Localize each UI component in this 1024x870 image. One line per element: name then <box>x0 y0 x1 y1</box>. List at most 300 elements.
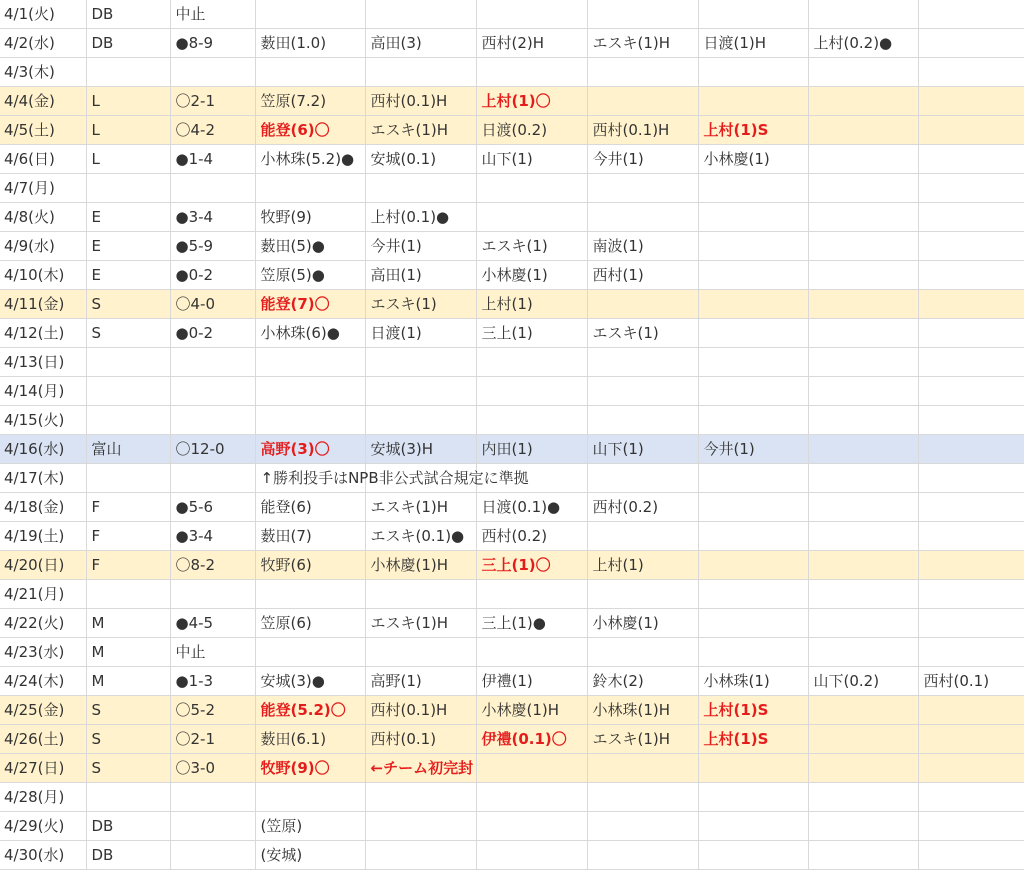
pitcher-cell-5[interactable] <box>698 783 808 812</box>
pitcher-cell-5[interactable] <box>698 232 808 261</box>
pitcher-cell-4[interactable] <box>587 638 698 667</box>
pitcher-cell-3[interactable] <box>476 638 587 667</box>
opponent-cell[interactable]: E <box>86 203 170 232</box>
pitcher-cell-7[interactable] <box>918 174 1024 203</box>
pitcher-cell-6[interactable] <box>808 812 918 841</box>
pitcher-cell-6[interactable] <box>808 580 918 609</box>
pitcher-cell-5[interactable] <box>698 812 808 841</box>
date-cell[interactable]: 4/11(金) <box>0 290 86 319</box>
pitcher-cell-3[interactable] <box>476 841 587 870</box>
opponent-cell[interactable] <box>86 464 170 493</box>
date-cell[interactable]: 4/16(水) <box>0 435 86 464</box>
pitcher-cell-2[interactable] <box>365 580 476 609</box>
pitcher-cell-4[interactable]: 鈴木(2) <box>587 667 698 696</box>
result-cell[interactable] <box>170 348 255 377</box>
pitcher-cell-2[interactable]: 西村(0.1)H <box>365 87 476 116</box>
date-cell[interactable]: 4/25(金) <box>0 696 86 725</box>
pitcher-cell-1[interactable]: 能登(6)〇 <box>255 116 365 145</box>
opponent-cell[interactable]: S <box>86 696 170 725</box>
result-cell[interactable] <box>170 580 255 609</box>
result-cell[interactable] <box>170 812 255 841</box>
pitcher-cell-1[interactable]: 小林珠(5.2)● <box>255 145 365 174</box>
pitcher-cell-1[interactable]: 小林珠(6)● <box>255 319 365 348</box>
pitcher-cell-4[interactable] <box>587 348 698 377</box>
pitcher-cell-4[interactable] <box>587 522 698 551</box>
pitcher-cell-2[interactable]: 安城(0.1) <box>365 145 476 174</box>
pitcher-cell-7[interactable] <box>918 522 1024 551</box>
pitcher-cell-2[interactable]: エスキ(1) <box>365 290 476 319</box>
pitcher-cell-3[interactable]: 三上(1) <box>476 319 587 348</box>
pitcher-cell-4[interactable]: 西村(0.1)H <box>587 116 698 145</box>
pitcher-cell-7[interactable] <box>918 377 1024 406</box>
pitcher-cell-5[interactable] <box>698 580 808 609</box>
pitcher-cell-4[interactable] <box>587 754 698 783</box>
pitcher-cell-6[interactable] <box>808 261 918 290</box>
date-cell[interactable]: 4/29(火) <box>0 812 86 841</box>
pitcher-cell-2[interactable] <box>365 841 476 870</box>
pitcher-cell-5[interactable]: 日渡(1)H <box>698 29 808 58</box>
pitcher-cell-7[interactable] <box>918 754 1024 783</box>
pitcher-cell-7[interactable] <box>918 348 1024 377</box>
pitcher-cell-6[interactable] <box>808 290 918 319</box>
pitcher-cell-1[interactable]: 牧野(6) <box>255 551 365 580</box>
pitcher-cell-7[interactable] <box>918 435 1024 464</box>
pitcher-cell-5[interactable] <box>698 290 808 319</box>
pitcher-cell-2[interactable]: エスキ(1)H <box>365 609 476 638</box>
pitcher-cell-3[interactable]: 日渡(0.2) <box>476 116 587 145</box>
pitcher-cell-6[interactable] <box>808 638 918 667</box>
pitcher-cell-3[interactable] <box>476 348 587 377</box>
date-cell[interactable]: 4/23(水) <box>0 638 86 667</box>
date-cell[interactable]: 4/10(木) <box>0 261 86 290</box>
result-cell[interactable]: ●1-4 <box>170 145 255 174</box>
opponent-cell[interactable] <box>86 58 170 87</box>
pitcher-cell-4[interactable]: エスキ(1)H <box>587 725 698 754</box>
opponent-cell[interactable]: M <box>86 638 170 667</box>
pitcher-cell-3[interactable] <box>476 812 587 841</box>
pitcher-cell-2[interactable]: ←チーム初完封 <box>365 754 476 783</box>
result-cell[interactable]: 〇8-2 <box>170 551 255 580</box>
table-row <box>0 261 1024 290</box>
pitcher-cell-4[interactable]: 小林慶(1) <box>587 609 698 638</box>
opponent-cell[interactable]: S <box>86 754 170 783</box>
pitcher-cell-2[interactable]: 安城(3)H <box>365 435 476 464</box>
opponent-cell[interactable]: S <box>86 725 170 754</box>
pitcher-cell-7[interactable] <box>918 116 1024 145</box>
pitcher-cell-6[interactable] <box>808 725 918 754</box>
result-cell[interactable] <box>170 841 255 870</box>
table-row <box>0 58 1024 87</box>
result-cell[interactable]: 〇5-2 <box>170 696 255 725</box>
opponent-cell[interactable]: 富山 <box>86 435 170 464</box>
pitcher-cell-4[interactable]: 今井(1) <box>587 145 698 174</box>
pitcher-cell-4[interactable]: 山下(1) <box>587 435 698 464</box>
pitcher-cell-2[interactable]: 西村(0.1)H <box>365 696 476 725</box>
pitcher-cell-5[interactable] <box>698 319 808 348</box>
date-cell[interactable]: 4/12(土) <box>0 319 86 348</box>
date-cell[interactable]: 4/2(水) <box>0 29 86 58</box>
pitcher-cell-3[interactable]: 上村(1)〇 <box>476 87 587 116</box>
pitcher-cell-1[interactable]: 牧野(9) <box>255 203 365 232</box>
pitcher-cell-2[interactable] <box>365 348 476 377</box>
pitcher-cell-7[interactable] <box>918 232 1024 261</box>
pitcher-cell-5[interactable] <box>698 754 808 783</box>
pitcher-cell-1[interactable]: 薮田(6.1) <box>255 725 365 754</box>
opponent-cell[interactable]: S <box>86 319 170 348</box>
pitcher-cell-3[interactable] <box>476 203 587 232</box>
opponent-cell[interactable]: F <box>86 551 170 580</box>
pitcher-cell-5[interactable] <box>698 203 808 232</box>
opponent-cell[interactable]: M <box>86 609 170 638</box>
pitcher-cell-5[interactable] <box>698 609 808 638</box>
result-cell[interactable]: ●1-3 <box>170 667 255 696</box>
opponent-cell[interactable]: F <box>86 493 170 522</box>
pitcher-cell-6[interactable]: 山下(0.2) <box>808 667 918 696</box>
opponent-cell[interactable] <box>86 406 170 435</box>
pitcher-cell-3[interactable]: 西村(0.2) <box>476 522 587 551</box>
pitcher-cell-6[interactable] <box>808 145 918 174</box>
date-cell[interactable]: 4/13(日) <box>0 348 86 377</box>
pitcher-cell-5[interactable] <box>698 174 808 203</box>
pitcher-cell-7[interactable] <box>918 841 1024 870</box>
pitcher-cell-3[interactable]: エスキ(1) <box>476 232 587 261</box>
pitcher-cell-6[interactable] <box>808 783 918 812</box>
pitcher-cell-1[interactable]: 薮田(7) <box>255 522 365 551</box>
pitcher-cell-3[interactable]: 山下(1) <box>476 145 587 174</box>
date-cell[interactable]: 4/4(金) <box>0 87 86 116</box>
pitcher-cell-1[interactable] <box>255 580 365 609</box>
pitcher-cell-4[interactable] <box>587 464 698 493</box>
pitcher-cell-2[interactable]: エスキ(0.1)● <box>365 522 476 551</box>
result-cell[interactable]: 〇3-0 <box>170 754 255 783</box>
pitcher-cell-7[interactable] <box>918 551 1024 580</box>
pitcher-cell-3[interactable]: 日渡(0.1)● <box>476 493 587 522</box>
pitcher-cell-5[interactable] <box>698 551 808 580</box>
pitcher-cell-7[interactable] <box>918 783 1024 812</box>
pitcher-cell-1[interactable]: 能登(6) <box>255 493 365 522</box>
pitcher-cell-3[interactable] <box>476 783 587 812</box>
pitcher-cell-2[interactable] <box>365 174 476 203</box>
pitcher-cell-5[interactable] <box>698 87 808 116</box>
opponent-cell[interactable] <box>86 580 170 609</box>
pitcher-cell-3[interactable]: 上村(1) <box>476 290 587 319</box>
date-cell[interactable]: 4/22(火) <box>0 609 86 638</box>
pitcher-cell-7[interactable] <box>918 319 1024 348</box>
pitcher-cell-4[interactable] <box>587 580 698 609</box>
result-cell[interactable] <box>170 174 255 203</box>
date-cell[interactable]: 4/18(金) <box>0 493 86 522</box>
date-cell[interactable]: 4/27(日) <box>0 754 86 783</box>
date-cell[interactable]: 4/1(火) <box>0 0 86 29</box>
pitcher-cell-2[interactable]: エスキ(1)H <box>365 116 476 145</box>
result-cell[interactable]: ●3-4 <box>170 203 255 232</box>
pitcher-cell-1[interactable]: 安城(3)● <box>255 667 365 696</box>
date-cell[interactable]: 4/15(火) <box>0 406 86 435</box>
pitcher-cell-2[interactable]: 西村(0.1) <box>365 725 476 754</box>
pitcher-cell-5[interactable] <box>698 58 808 87</box>
pitcher-cell-4[interactable]: 上村(1) <box>587 551 698 580</box>
pitcher-cell-2[interactable]: 今井(1) <box>365 232 476 261</box>
pitcher-cell-4[interactable] <box>587 174 698 203</box>
pitcher-cell-7[interactable] <box>918 0 1024 29</box>
opponent-cell[interactable] <box>86 174 170 203</box>
pitcher-cell-2[interactable] <box>365 377 476 406</box>
pitcher-cell-1[interactable]: (安城) <box>255 841 365 870</box>
opponent-cell[interactable]: E <box>86 261 170 290</box>
opponent-cell[interactable]: DB <box>86 0 170 29</box>
result-cell[interactable] <box>170 377 255 406</box>
opponent-cell[interactable]: E <box>86 232 170 261</box>
pitcher-cell-6[interactable] <box>808 522 918 551</box>
pitcher-cell-3[interactable]: 小林慶(1)H <box>476 696 587 725</box>
pitcher-cell-6[interactable] <box>808 551 918 580</box>
opponent-cell[interactable]: L <box>86 116 170 145</box>
pitcher-cell-6[interactable] <box>808 464 918 493</box>
result-cell[interactable] <box>170 783 255 812</box>
pitcher-cell-7[interactable] <box>918 812 1024 841</box>
pitcher-cell-1[interactable]: 薮田(1.0) <box>255 29 365 58</box>
pitcher-cell-5[interactable] <box>698 377 808 406</box>
pitcher-cell-7[interactable] <box>918 580 1024 609</box>
result-cell[interactable] <box>170 406 255 435</box>
pitcher-cell-4[interactable] <box>587 812 698 841</box>
pitcher-cell-3[interactable] <box>476 174 587 203</box>
pitcher-cell-3[interactable]: 三上(1)〇 <box>476 551 587 580</box>
pitcher-cell-7[interactable] <box>918 58 1024 87</box>
pitcher-cell-6[interactable] <box>808 174 918 203</box>
pitcher-cell-3[interactable] <box>476 0 587 29</box>
pitcher-cell-3[interactable]: 西村(2)H <box>476 29 587 58</box>
pitcher-cell-6[interactable] <box>808 493 918 522</box>
pitcher-cell-7[interactable] <box>918 29 1024 58</box>
pitcher-cell-7[interactable]: 西村(0.1) <box>918 667 1024 696</box>
opponent-cell[interactable] <box>86 377 170 406</box>
result-cell[interactable]: ●4-5 <box>170 609 255 638</box>
pitcher-cell-4[interactable] <box>587 841 698 870</box>
opponent-cell[interactable]: DB <box>86 841 170 870</box>
date-cell[interactable]: 4/19(土) <box>0 522 86 551</box>
opponent-cell[interactable] <box>86 348 170 377</box>
pitcher-cell-2[interactable] <box>365 0 476 29</box>
pitcher-cell-2[interactable]: エスキ(1)H <box>365 493 476 522</box>
pitcher-cell-5[interactable]: 小林珠(1) <box>698 667 808 696</box>
date-cell[interactable]: 4/30(水) <box>0 841 86 870</box>
pitcher-cell-4[interactable] <box>587 290 698 319</box>
pitcher-cell-2[interactable] <box>365 58 476 87</box>
pitcher-cell-6[interactable] <box>808 87 918 116</box>
pitcher-cell-5[interactable] <box>698 638 808 667</box>
pitcher-cell-3[interactable]: 三上(1)● <box>476 609 587 638</box>
pitcher-cell-3[interactable]: 伊禮(1) <box>476 667 587 696</box>
opponent-cell[interactable]: M <box>86 667 170 696</box>
pitcher-cell-1[interactable]: 薮田(5)● <box>255 232 365 261</box>
pitcher-cell-6[interactable] <box>808 406 918 435</box>
pitcher-cell-5[interactable] <box>698 348 808 377</box>
pitcher-cell-4[interactable] <box>587 783 698 812</box>
pitcher-cell-1[interactable] <box>255 58 365 87</box>
pitcher-cell-1[interactable] <box>255 0 365 29</box>
pitcher-cell-7[interactable] <box>918 145 1024 174</box>
opponent-cell[interactable]: DB <box>86 812 170 841</box>
pitcher-cell-7[interactable] <box>918 261 1024 290</box>
pitcher-cell-1[interactable]: 笠原(6) <box>255 609 365 638</box>
pitcher-cell-5[interactable] <box>698 406 808 435</box>
pitcher-cell-1[interactable]: 能登(5.2)〇 <box>255 696 365 725</box>
pitcher-cell-1[interactable]: 高野(3)〇 <box>255 435 365 464</box>
pitcher-cell-7[interactable] <box>918 290 1024 319</box>
pitcher-cell-2[interactable] <box>365 812 476 841</box>
result-cell[interactable] <box>170 464 255 493</box>
date-cell[interactable]: 4/24(木) <box>0 667 86 696</box>
pitcher-cell-7[interactable] <box>918 464 1024 493</box>
opponent-cell[interactable] <box>86 783 170 812</box>
pitcher-cell-6[interactable] <box>808 203 918 232</box>
pitcher-cell-3[interactable]: 伊禮(0.1)〇 <box>476 725 587 754</box>
result-cell[interactable]: ●0-2 <box>170 319 255 348</box>
result-cell[interactable]: 〇2-1 <box>170 725 255 754</box>
pitcher-cell-3[interactable]: 小林慶(1) <box>476 261 587 290</box>
date-cell[interactable]: 4/17(木) <box>0 464 86 493</box>
pitcher-cell-3[interactable]: 内田(1) <box>476 435 587 464</box>
pitcher-cell-7[interactable] <box>918 696 1024 725</box>
pitcher-cell-6[interactable] <box>808 435 918 464</box>
pitcher-cell-3[interactable] <box>476 58 587 87</box>
pitcher-cell-1[interactable] <box>255 348 365 377</box>
result-cell[interactable]: 〇4-2 <box>170 116 255 145</box>
opponent-cell[interactable]: DB <box>86 29 170 58</box>
pitcher-cell-5[interactable] <box>698 261 808 290</box>
pitcher-cell-1[interactable] <box>255 783 365 812</box>
date-cell[interactable]: 4/20(日) <box>0 551 86 580</box>
pitcher-cell-7[interactable] <box>918 493 1024 522</box>
pitcher-cell-4[interactable] <box>587 58 698 87</box>
pitcher-cell-6[interactable] <box>808 116 918 145</box>
result-cell[interactable]: 〇2-1 <box>170 87 255 116</box>
pitcher-cell-6[interactable] <box>808 58 918 87</box>
pitcher-cell-4[interactable] <box>587 87 698 116</box>
pitcher-cell-1[interactable] <box>255 406 365 435</box>
pitcher-cell-1[interactable]: 能登(7)〇 <box>255 290 365 319</box>
pitcher-cell-1[interactable] <box>255 174 365 203</box>
opponent-cell[interactable]: L <box>86 145 170 174</box>
pitcher-cell-6[interactable] <box>808 377 918 406</box>
result-cell[interactable]: 中止 <box>170 638 255 667</box>
date-cell[interactable]: 4/21(月) <box>0 580 86 609</box>
result-cell[interactable]: ●0-2 <box>170 261 255 290</box>
pitcher-cell-1[interactable] <box>255 638 365 667</box>
pitcher-cell-4[interactable] <box>587 203 698 232</box>
date-cell[interactable]: 4/5(土) <box>0 116 86 145</box>
result-cell[interactable]: 中止 <box>170 0 255 29</box>
result-cell[interactable]: 〇4-0 <box>170 290 255 319</box>
pitcher-cell-6[interactable] <box>808 0 918 29</box>
pitcher-cell-1[interactable] <box>255 377 365 406</box>
pitcher-cell-1[interactable]: 笠原(5)● <box>255 261 365 290</box>
date-cell[interactable]: 4/14(月) <box>0 377 86 406</box>
date-cell[interactable]: 4/9(水) <box>0 232 86 261</box>
pitcher-cell-7[interactable] <box>918 725 1024 754</box>
pitcher-cell-1[interactable]: 牧野(9)〇 <box>255 754 365 783</box>
pitcher-cell-5[interactable] <box>698 522 808 551</box>
pitcher-cell-2[interactable]: 小林慶(1)H <box>365 551 476 580</box>
result-cell[interactable]: ●5-9 <box>170 232 255 261</box>
pitcher-cell-7[interactable] <box>918 87 1024 116</box>
pitcher-cell-4[interactable] <box>587 377 698 406</box>
pitcher-cell-2[interactable]: 高田(3) <box>365 29 476 58</box>
result-cell[interactable]: ●5-6 <box>170 493 255 522</box>
pitcher-cell-2[interactable] <box>365 406 476 435</box>
date-cell[interactable]: 4/3(木) <box>0 58 86 87</box>
result-cell[interactable]: 〇12-0 <box>170 435 255 464</box>
pitcher-cell-4[interactable]: 西村(1) <box>587 261 698 290</box>
pitcher-cell-7[interactable] <box>918 609 1024 638</box>
pitcher-cell-5[interactable] <box>698 841 808 870</box>
pitcher-cell-4[interactable]: 南波(1) <box>587 232 698 261</box>
pitcher-cell-5[interactable]: 上村(1)S <box>698 725 808 754</box>
pitcher-cell-1[interactable]: (笠原) <box>255 812 365 841</box>
pitcher-cell-2[interactable] <box>365 783 476 812</box>
pitcher-cell-5[interactable] <box>698 0 808 29</box>
pitcher-cell-6[interactable] <box>808 348 918 377</box>
pitcher-cell-4[interactable]: 西村(0.2) <box>587 493 698 522</box>
pitcher-cell-5[interactable]: 上村(1)S <box>698 696 808 725</box>
pitcher-cell-2[interactable]: 日渡(1) <box>365 319 476 348</box>
opponent-cell[interactable]: F <box>86 522 170 551</box>
pitcher-cell-5[interactable]: 今井(1) <box>698 435 808 464</box>
result-cell[interactable]: ●3-4 <box>170 522 255 551</box>
pitcher-cell-5[interactable] <box>698 493 808 522</box>
pitcher-cell-4[interactable]: エスキ(1) <box>587 319 698 348</box>
pitcher-cell-4[interactable] <box>587 0 698 29</box>
pitcher-cell-1[interactable]: ↑勝利投手はNPB非公式試合規定に準拠 <box>255 464 365 493</box>
pitcher-cell-2[interactable]: 高田(1) <box>365 261 476 290</box>
pitcher-cell-4[interactable] <box>587 406 698 435</box>
pitcher-cell-6[interactable] <box>808 319 918 348</box>
pitcher-cell-7[interactable] <box>918 203 1024 232</box>
pitcher-cell-2[interactable]: 高野(1) <box>365 667 476 696</box>
pitcher-cell-7[interactable] <box>918 406 1024 435</box>
pitcher-cell-4[interactable]: エスキ(1)H <box>587 29 698 58</box>
date-cell[interactable]: 4/7(月) <box>0 174 86 203</box>
pitcher-cell-6[interactable] <box>808 609 918 638</box>
result-cell[interactable] <box>170 58 255 87</box>
result-cell[interactable]: ●8-9 <box>170 29 255 58</box>
pitcher-cell-6[interactable] <box>808 232 918 261</box>
date-cell[interactable]: 4/28(月) <box>0 783 86 812</box>
pitcher-cell-5[interactable] <box>698 464 808 493</box>
pitcher-cell-3[interactable] <box>476 580 587 609</box>
date-cell[interactable]: 4/26(土) <box>0 725 86 754</box>
pitcher-cell-6[interactable] <box>808 841 918 870</box>
opponent-cell[interactable]: S <box>86 290 170 319</box>
pitcher-cell-2[interactable]: 上村(0.1)● <box>365 203 476 232</box>
date-cell[interactable]: 4/8(火) <box>0 203 86 232</box>
pitcher-cell-6[interactable] <box>808 696 918 725</box>
pitcher-cell-6[interactable] <box>808 754 918 783</box>
pitcher-cell-7[interactable] <box>918 638 1024 667</box>
pitcher-cell-2[interactable] <box>365 638 476 667</box>
date-cell[interactable]: 4/6(日) <box>0 145 86 174</box>
pitcher-cell-3[interactable] <box>476 754 587 783</box>
pitcher-cell-3[interactable] <box>476 406 587 435</box>
opponent-cell[interactable]: L <box>86 87 170 116</box>
pitcher-cell-5[interactable]: 上村(1)S <box>698 116 808 145</box>
pitcher-cell-1[interactable]: 笠原(7.2) <box>255 87 365 116</box>
pitcher-cell-4[interactable]: 小林珠(1)H <box>587 696 698 725</box>
pitcher-cell-3[interactable] <box>476 377 587 406</box>
pitcher-cell-5[interactable]: 小林慶(1) <box>698 145 808 174</box>
pitcher-cell-6[interactable]: 上村(0.2)● <box>808 29 918 58</box>
